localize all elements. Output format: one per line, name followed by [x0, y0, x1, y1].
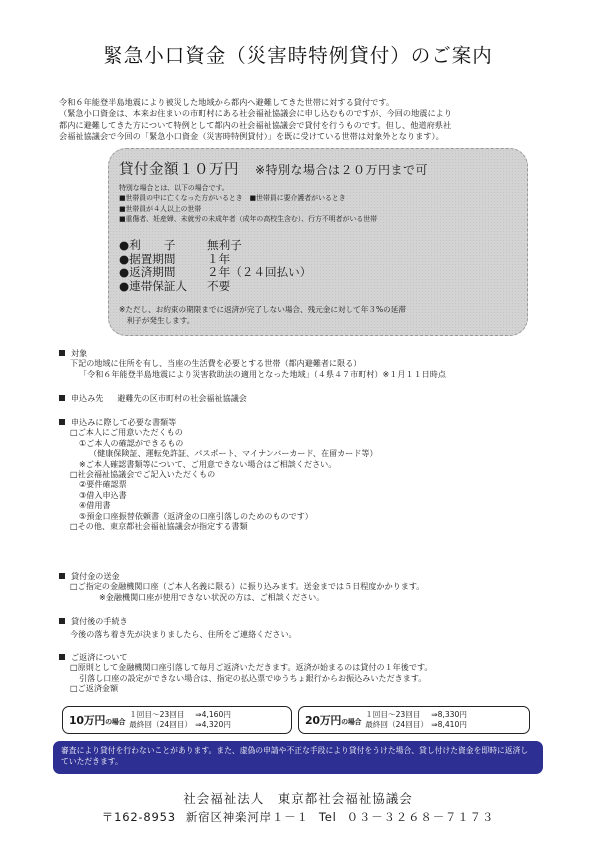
remit-line: ※金融機関口座が使用できない状況の方は、ご相談ください。 [99, 591, 325, 602]
page-title: 緊急小口資金（災害時特例貸付）のご案内 [103, 44, 493, 67]
loan-amount-heading [119, 158, 428, 179]
doc-line: ②要件確認票 [79, 479, 127, 490]
term-value: 無利子 [207, 238, 242, 252]
contact-address [0, 809, 596, 825]
section-heading: 貸付金の送金 [71, 571, 120, 581]
term-key: ●据置期間 [119, 251, 176, 266]
intro-line: 都内に避難してきた方について特例として都内の社会福祉協議会で貸付を行うものです。但し、他道府県社 [59, 119, 452, 130]
term-key: ●連帯保証人 [119, 278, 188, 293]
special-case-line: ■世帯員が４人以上の世帯 [119, 204, 202, 213]
repay-row [365, 710, 467, 720]
section-target [59, 348, 446, 379]
screening-notice: 審査により貸付を行わないことがあります。また、虚偽の申請や不正な手段により貸付をうけた場合、貸し付けた資金を即時に返済していただきます。 [53, 741, 543, 774]
special-case-line: 特別な場合とは、以下の場合です。 [119, 184, 229, 192]
repayment-amount-box-100k [62, 706, 292, 734]
term-value: １年 [207, 251, 231, 266]
section-remittance [59, 571, 424, 602]
repay-installments: １回目～23回目 [365, 710, 421, 719]
intro-line: 令和６年能登半島地震により被災した地域から都内へ避難してきた世帯に対する貸付です。 [59, 97, 395, 107]
phone-number: ０３－３２６８－７１７３ [346, 810, 495, 824]
repay-case-label [69, 712, 125, 728]
street-address: 新宿区神楽河岸１－１ [185, 810, 309, 824]
doc-line: ③借入申込書 [79, 489, 127, 500]
section-heading: 対象 [71, 348, 88, 358]
doc-line: □社会福祉協議会でご記入いただくもの [70, 469, 216, 480]
repay-row [129, 720, 231, 730]
repay-amount: ⇒8,330円 [431, 710, 467, 719]
repay-installments: 最終回（24回目） [365, 720, 429, 729]
repay-case-amount: 10万円 [69, 714, 106, 727]
section-repayment [59, 652, 432, 694]
section-after-loan [59, 616, 297, 640]
repay-line: □原則として金融機関口座引落して毎月ご返済いただきます。返済が始まるのは貸付の１年後です。 [70, 662, 433, 673]
repay-amount: ⇒8,410円 [431, 720, 467, 729]
bullet-square-icon [59, 350, 65, 356]
postal-code: 〒162-8953 [101, 810, 176, 824]
section-heading: 貸付後の手続き [71, 616, 128, 626]
tel-label: Tel [318, 810, 337, 824]
section-heading: 申込み先 [71, 393, 104, 403]
term-key: ●返済期間 [119, 265, 176, 280]
doc-line: ④借用書 [79, 500, 111, 511]
repay-line: □ご返済金額 [70, 683, 119, 694]
section-apply [59, 393, 247, 403]
intro-line: 会福祉協議会で今回の「緊急小口資金（災害時特例貸付）」を既に受けている世帯は対象外となります）。 [59, 131, 444, 142]
after-line: 今後の落ち着き先が決まりましたら、住所をご連絡ください。 [70, 629, 297, 640]
late-interest-footnote [119, 305, 521, 326]
term-interest [119, 239, 311, 253]
repay-row [129, 710, 231, 720]
doc-line: □その他、東京都社会福祉協議会が指定する書類 [70, 521, 248, 532]
repay-case-suffix: の場合 [105, 718, 126, 726]
term-value: ２年（２４回払い） [207, 265, 312, 280]
repay-line: 引落し口座の設定ができない場合は、指定の払込票でゆうちょ銀行からお振込みいただきます。 [79, 672, 427, 683]
doc-line: ※ご本人確認書類等について、ご用意できない場合はご相談ください。 [79, 458, 337, 469]
doc-line: ①ご本人の確認ができるもの [79, 437, 184, 448]
loan-terms [119, 239, 311, 293]
special-case-line: ■重傷者、妊産婦、未就労の未成年者（成年の高校生含む）、行方不明者がいる世帯 [119, 214, 378, 223]
repayment-amount-box-200k [298, 706, 530, 734]
bullet-square-icon [59, 419, 65, 425]
repay-case-suffix: の場合 [341, 718, 362, 726]
repay-installments: １回目～23回目 [129, 710, 185, 719]
section-heading: 申込みに際して必要な書類等 [71, 417, 177, 427]
repay-case-label [305, 712, 361, 728]
footnote-line: 利子が発生します。 [119, 315, 195, 325]
repay-amount: ⇒4,320円 [195, 720, 231, 729]
repay-row [365, 720, 467, 730]
doc-line: □ご本人にご用意いただくもの [70, 427, 183, 438]
bullet-square-icon [59, 395, 65, 401]
bullet-square-icon [59, 618, 65, 624]
footnote-line: ※ただし、お約束の期限までに返済が完了しない場合、残元金に対して年３%の延滞 [119, 305, 406, 314]
special-case-line: ■世帯員の中に亡くなった方がいるとき ■世帯員に要介護者がいるとき [119, 194, 346, 203]
section-line: 「令和６年能登半島地震により災害救助法の適用となった地域」（４県４７市町村）※１月１１日時点 [79, 368, 446, 379]
loan-special-note: ※特別な場合は２０万円まで可 [255, 163, 429, 177]
section-line: 下記の地域に住所を有し、当座の生活費を必要とする世帯（都内避難者に限る） [70, 358, 362, 369]
doc-line: ⑤預金口座振替依頼書（返済金の口座引落しのためのものです） [79, 510, 313, 521]
remit-line: □ご指定の金融機関口座（ご本人名義に限る）に振り込みます。送金までは５日程度かかります。 [70, 581, 425, 592]
section-documents [59, 417, 378, 531]
special-cases [119, 183, 377, 224]
repay-case-amount: 20万円 [305, 714, 342, 727]
apply-destination: 避難先の区市町村の社会福祉協議会 [117, 393, 247, 403]
repay-installments: 最終回（24回目） [129, 720, 193, 729]
bullet-square-icon [59, 654, 65, 660]
term-value: 不要 [207, 278, 231, 293]
section-heading: ご返済について [71, 652, 128, 662]
repay-amount: ⇒4,160円 [195, 710, 231, 719]
organization-name: 社会福祉法人 東京都社会福祉協議会 [183, 791, 413, 806]
term-guarantor [119, 280, 311, 294]
bullet-square-icon [59, 573, 65, 579]
term-repayment-period [119, 266, 311, 280]
doc-line: （健康保険証、運転免許証、パスポート、マイナンバーカード、在留カード等） [89, 448, 378, 459]
term-deferment [119, 253, 311, 267]
loan-amount: 貸付金額１０万円 [119, 162, 239, 178]
term-key: ●利 子 [119, 238, 176, 252]
intro-paragraph [59, 97, 549, 143]
intro-line: （緊急小口資金は、本来お住まいの市町村にある社会福祉協議会に申し込むものですが、今回の地震により [59, 108, 453, 119]
loan-summary-box [108, 148, 528, 336]
